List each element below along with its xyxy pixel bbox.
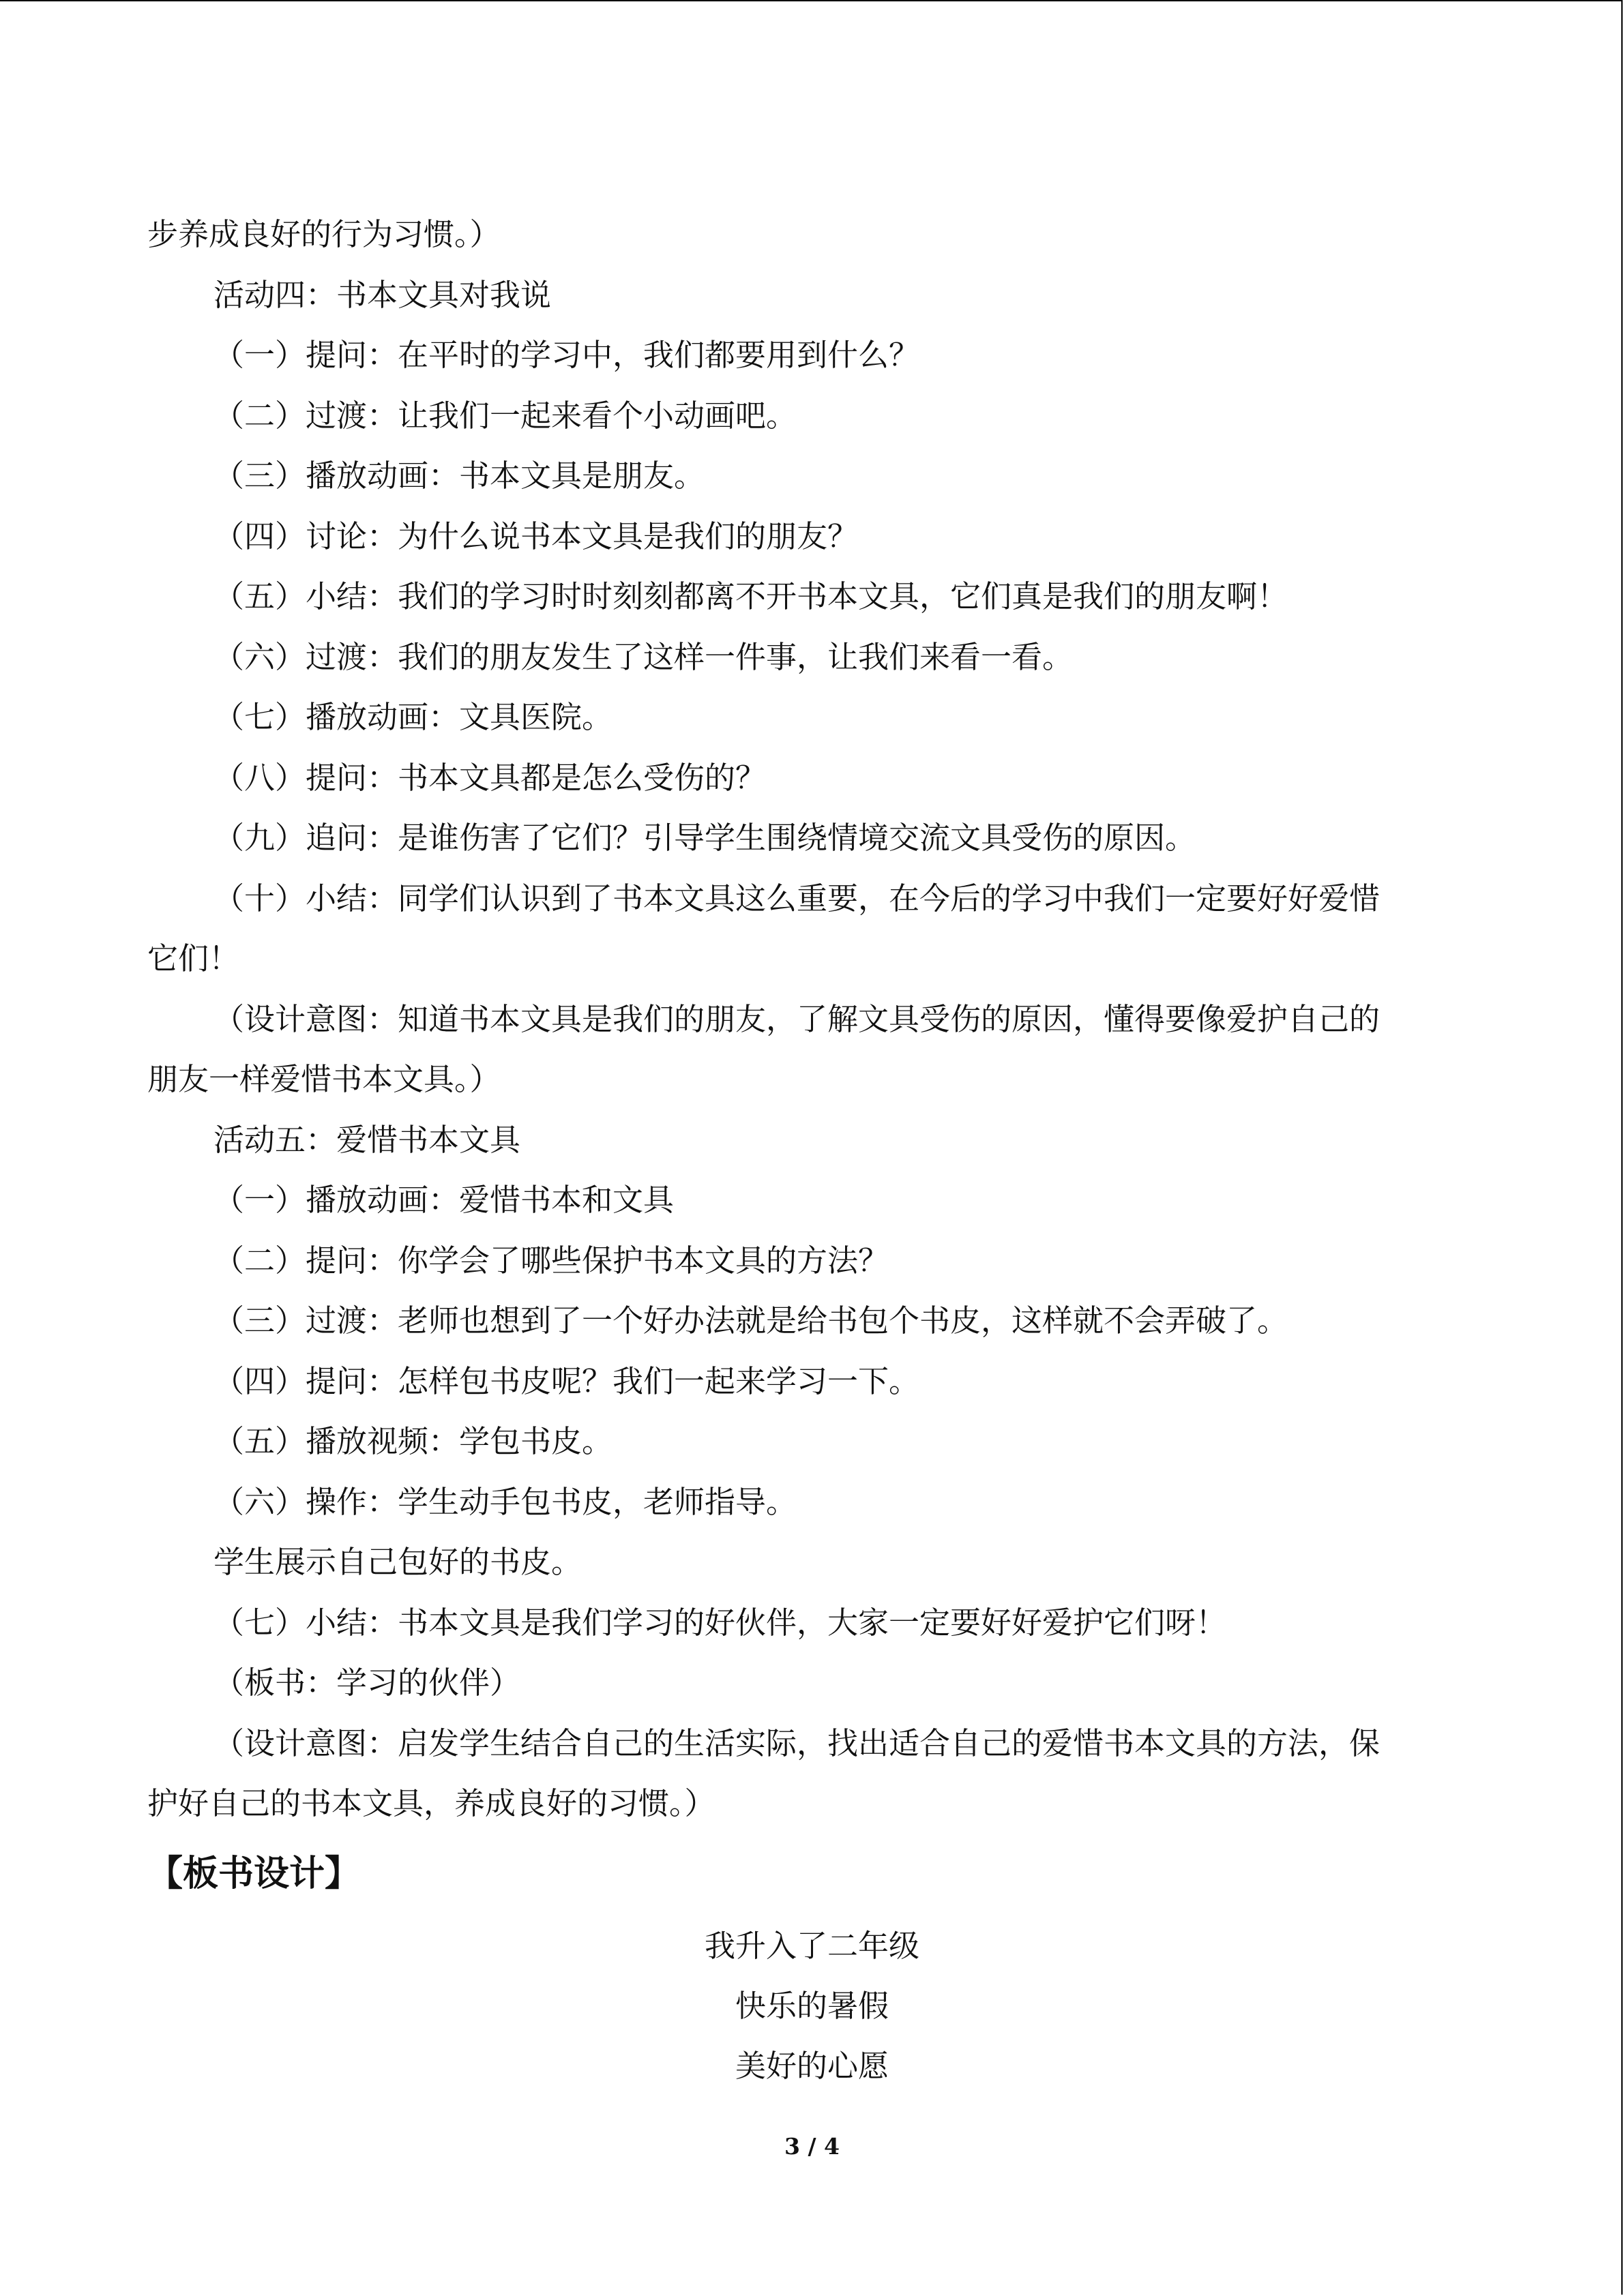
paragraph-line: 它们！ [147, 940, 240, 976]
paragraph-line: （十）小结：同学们认识到了书本文具这么重要，在今后的学习中我们一定要好好爱惜 [213, 880, 1381, 916]
paragraph-line: 步养成良好的行为习惯。） [147, 216, 501, 252]
design-intent-line: 护好自己的书本文具，养成良好的习惯。） [147, 1785, 715, 1821]
board-line: 快乐的暑假 [735, 1988, 889, 2024]
board-design-heading: 【板书设计】 [147, 1853, 361, 1894]
paragraph-line: （一）提问：在平时的学习中，我们都要用到什么？ [213, 337, 920, 373]
paragraph-line: （六）操作：学生动手包书皮，老师指导。 [213, 1483, 797, 1520]
paragraph-line: （二）提问：你学会了哪些保护书本文具的方法？ [213, 1242, 889, 1279]
paragraph-line: （六）过渡：我们的朋友发生了这样一件事，让我们来看一看。 [213, 638, 1074, 675]
board-line: 我升入了二年级 [704, 1928, 919, 1964]
paragraph-line: （一）播放动画：爱惜书本和文具 [213, 1182, 675, 1218]
paragraph-line: （七）播放动画：文具医院。 [213, 699, 613, 735]
paragraph-line: （三）播放动画：书本文具是朋友。 [213, 458, 705, 494]
activity-four-heading: 活动四：书本文具对我说 [213, 276, 552, 313]
board-note-line: （板书：学习的伙伴） [213, 1665, 521, 1701]
paragraph-line: （四）讨论：为什么说书本文具是我们的朋友？ [213, 518, 859, 554]
paragraph-line: （五）小结：我们的学习时时刻刻都离不开书本文具，它们真是我们的朋友啊！ [213, 578, 1288, 614]
page-number: 3 / 4 [784, 2133, 840, 2160]
paragraph-line: （四）提问：怎样包书皮呢？我们一起来学习一下。 [213, 1362, 920, 1399]
design-intent-line: 朋友一样爱惜书本文具。） [147, 1061, 501, 1097]
paragraph-line: （八）提问：书本文具都是怎么受伤的？ [213, 759, 767, 796]
design-intent-line: （设计意图：知道书本文具是我们的朋友，了解文具受伤的原因，懂得要像爱护自己的 [213, 1000, 1381, 1037]
paragraph-line: （九）追问：是谁伤害了它们？引导学生围绕情境交流文具受伤的原因。 [213, 820, 1196, 856]
paragraph-line: 学生展示自己包好的书皮。 [213, 1544, 582, 1580]
design-intent-line: （设计意图：启发学生结合自己的生活实际，找出适合自己的爱惜书本文具的方法，保 [213, 1725, 1381, 1761]
paragraph-line: （五）播放视频：学包书皮。 [213, 1423, 613, 1459]
document-body [147, 205, 1462, 1908]
board-line: 美好的心愿 [735, 2048, 889, 2084]
paragraph-line: （七）小结：书本文具是我们学习的好伙伴，大家一定要好好爱护它们呀！ [213, 1604, 1227, 1641]
board-design [0, 1916, 1624, 2096]
paragraph-line: （三）过渡：老师也想到了一个好办法就是给书包个书皮，这样就不会弄破了。 [213, 1302, 1288, 1339]
activity-five-heading: 活动五：爱惜书本文具 [213, 1121, 521, 1158]
paragraph-line: （二）过渡：让我们一起来看个小动画吧。 [213, 397, 797, 434]
